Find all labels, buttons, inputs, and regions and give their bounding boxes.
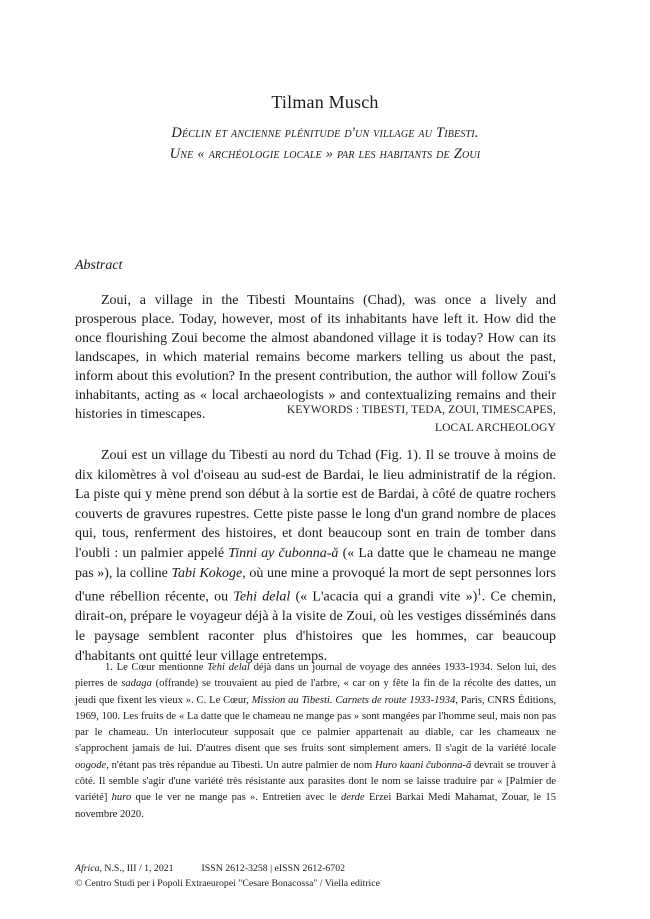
abstract-heading: Abstract [75, 258, 123, 273]
article-title-line-1: Déclin et ancienne plénitude d'un village au Tibesti. [171, 125, 479, 141]
acacia-name-italic: Tehi delal [233, 589, 291, 605]
article-title-line-2: Une « archéologie locale » par les habitants de Zoui [169, 146, 481, 162]
footnote-segment: déjà dans un journal de voyage des années 1933-1934. Selon lui, des pierres de [75, 662, 556, 690]
footnote-segment: , Paris, CNRS Éditions, 1969, 100. Les fruits de « La datte que le chameau ne mange pas » sont mangées par l'homme seul, mais non pas par le chameau. Un interlocuteur supposait que ce palmier appartenait au diable, car les chameaux ne s'approchent jamais de lui. D'autres disent que ses fruits sont simplement amers. Il s'agit de la variété locale [75, 694, 556, 755]
footer-copyright: © Centro Studi per i Popoli Extraeuropei "Cesare Bonacossa" / Viella editrice [75, 878, 380, 889]
footnote-segment: Erzei Barkai Medi Mahamat, Zouar, le 15 novembre 2020. [75, 792, 556, 820]
footnote-segment: (offrande) se trouvaient au pied de l'arbre, « car on y fête la fin de la récolte des dattes, un jeudi que fixent les vieux ». C. Le Cœur, [75, 678, 557, 706]
footnote-segment: que le ver ne mange pas ». Entretien avec le [131, 792, 341, 804]
keywords-line-2: LOCAL ARCHEOLOGY [435, 422, 556, 434]
keywords-line-1: KEYWORDS : TIBESTI, TEDA, ZOUI, TIMESCAPES, [286, 404, 556, 416]
footnote-segment: 1. Le Cœur mentionne [105, 662, 208, 673]
issn-text: ISSN 2612-3258 | eISSN 2612-6702 [201, 863, 346, 874]
body-text-segment: (« La datte que le chameau ne mange pas »), la colline [75, 545, 556, 581]
body-text-segment: , où une mine a provoqué la mort de sept personnes lors d'une rébellion récente, ou [75, 565, 557, 605]
body-text-segment: Zoui est un village du Tibesti au nord du Tchad (Fig. 1). Il se trouve à moins de dix kilomètres à vol d'oiseau au sud-est de Bardai, le lieu administratif de la région. La piste qui y mène prend son début à la sortie est de Bardai, à côté de quatre rochers couverts de gravures rupestres. Cette piste passe le long d'un grand nombre de places qui, tous, renferment des histoires, et dont beaucoup sont en train de tomber dans l'oubli : un palmier appelé [75, 448, 556, 561]
palm-name-italic: Tinni ay čubonna-ă [228, 545, 339, 561]
footnote-italic: sadaga [121, 678, 152, 690]
footnote-book-title: Mission au Tibesti. Carnets de route 1933-1934 [251, 694, 456, 706]
abstract-text: Zoui, a village in the Tibesti Mountains (Chad), was once a lively and prosperous place. Today, however, most of its inhabitants have left it. How did the once flourishing Zoui become the almost abandoned village it is today? How can its landscapes, in which material remains become markers telling us about the past, inform about this evolution? In the present contribution, the author will follow Zoui's inhabitants, acting as « local archaeologists » and contextualizing remains and their histories in timescapes. [75, 293, 556, 422]
footnote-italic: huro [111, 792, 132, 804]
footnote-italic: Huro kaani čubonna-ă [374, 759, 472, 771]
body-text-segment: . Ce chemin, dirait-on, prépare le voyageur déjà à la visite de Zoui, où les vestiges disséminés dans le paysage semblent raconter plus d'histoires que les hommes, car beaucoup d'habitants ont quitté leur village entretemps. [75, 589, 556, 664]
footnote-italic: oogode [75, 759, 107, 771]
footnote-italic: Tehi delal [207, 662, 250, 673]
body-text-segment: (« L'acacia qui a grandi vite ») [290, 589, 478, 605]
footnote-segment: , n'étant pas très répandue au Tibesti. Un autre palmier de nom [106, 759, 375, 771]
journal-name: Africa [75, 863, 100, 874]
footnote-italic: derde [340, 792, 365, 804]
footnote-1 [75, 660, 556, 823]
hill-name-italic: Tabi Kokoge [171, 565, 243, 581]
footer-journal-line [75, 862, 575, 876]
body-paragraph [75, 446, 556, 666]
footnote-segment: devrait se trouver à côté. Il semble s'agir d'une variété très résistante aux parasites dont le nom se laisse traduire par « [Palmier de variété] [75, 759, 556, 804]
journal-issue: , N.S., III / 1, 2021 [99, 863, 174, 874]
footnote-reference[interactable]: 1 [477, 587, 482, 598]
author-name: Tilman Musch [271, 92, 379, 112]
